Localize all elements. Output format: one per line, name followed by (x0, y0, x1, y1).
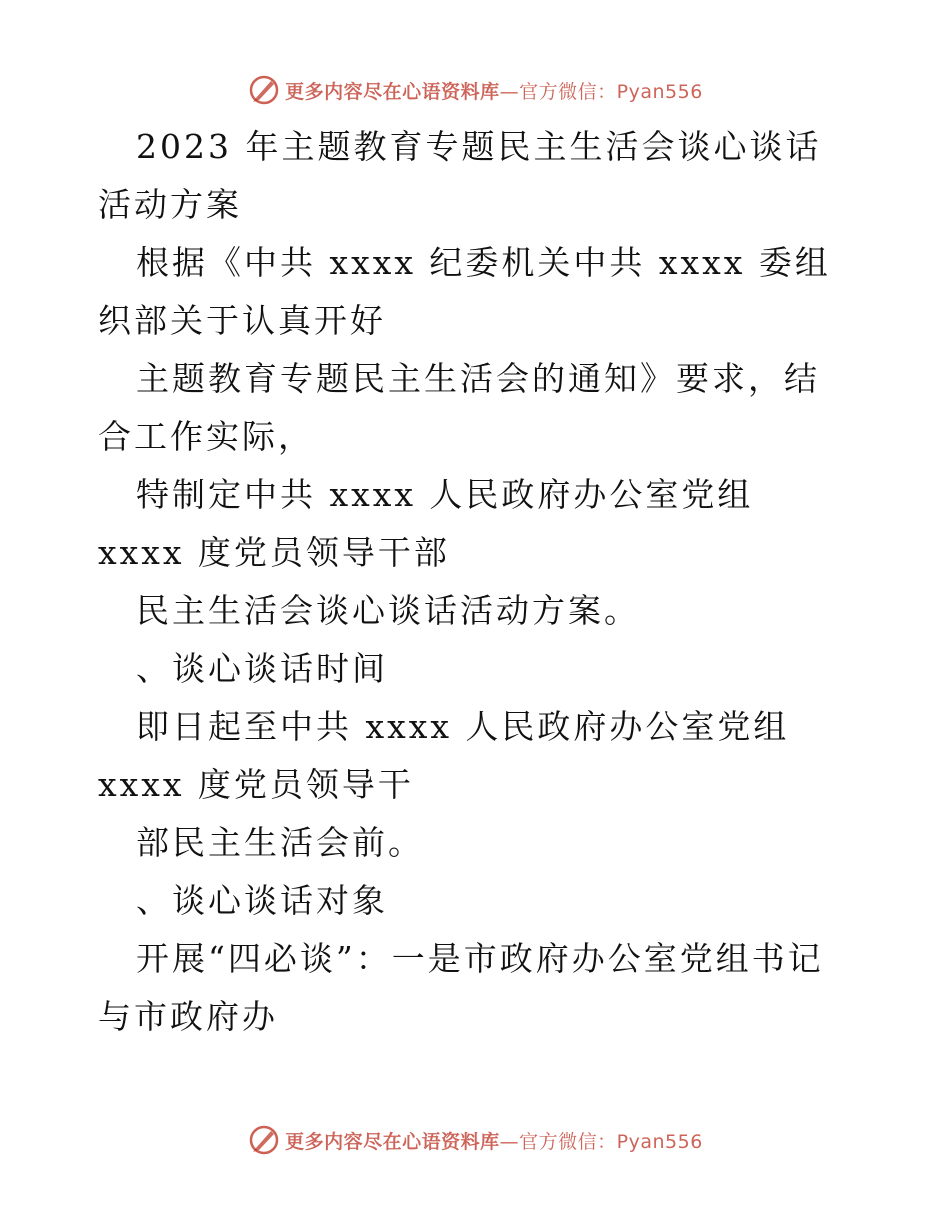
watermark-banner-bottom (0, 1120, 950, 1160)
section-heading: 、谈心谈话对象 (136, 881, 388, 920)
section-heading: 、谈心谈话时间 (136, 649, 388, 688)
paragraph: 民主生活会谈心谈话活动方案。 (136, 591, 640, 630)
watermark-banner-top (0, 70, 950, 110)
paragraph: 部民主生活会前。 (136, 823, 424, 862)
watermark-text-top: 更多内容尽在心语资料库—官方微信：Pyan556 (285, 80, 703, 103)
watermark-text-bottom: 更多内容尽在心语资料库—官方微信：Pyan556 (285, 1130, 703, 1153)
pen-logo-icon (247, 1123, 281, 1157)
paragraph: 主题教育专题民主生活会的通知》要求，结合工作实际， (98, 359, 820, 456)
paragraph: 根据《中共 xxxx 纪委机关中共 xxxx 委组织部关于认真开好 (98, 243, 831, 340)
paragraph: 特制定中共 xxxx 人民政府办公室党组 xxxx 度党员领导干部 (98, 475, 754, 572)
doc-title: 2023 年主题教育专题民主生活会谈心谈话活动方案 (98, 127, 822, 224)
pen-logo-icon (247, 73, 281, 107)
paragraph: 开展“四必谈”：一是市政府办公室党组书记与市政府办 (98, 939, 824, 1036)
document-body (98, 118, 853, 1046)
paragraph: 即日起至中共 xxxx 人民政府办公室党组 xxxx 度党员领导干 (98, 707, 790, 804)
